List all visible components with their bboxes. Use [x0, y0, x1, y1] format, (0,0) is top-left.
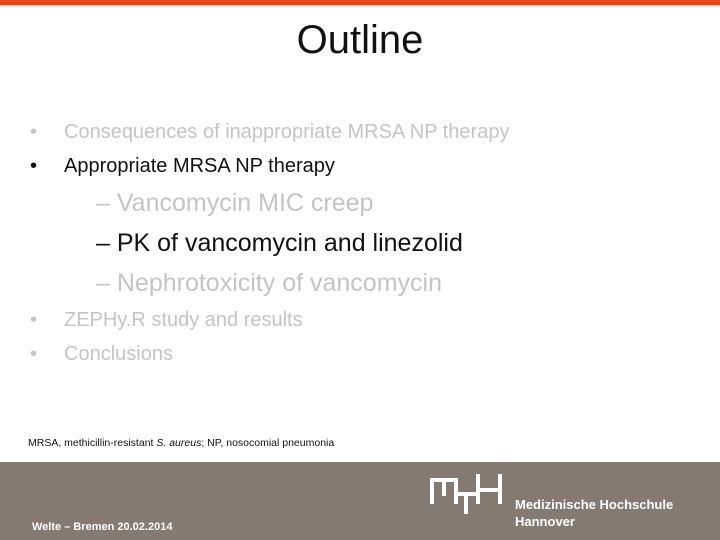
accent-bar [0, 0, 720, 5]
bullet-text: Consequences of inappropriate MRSA NP therapy [64, 121, 510, 143]
footnote-italic: S. aureus [156, 437, 202, 449]
mhh-logo-icon [430, 474, 506, 514]
footer-bar [0, 462, 720, 540]
bullet-item [30, 306, 700, 340]
subbullet-text: Vancomycin MIC creep [116, 189, 374, 217]
bullet-item [30, 118, 700, 152]
subbullet-glyph: – [96, 229, 110, 257]
org-name-line2: Hannover [515, 514, 575, 529]
bullet-glyph: • [30, 309, 38, 331]
footnote [28, 437, 334, 449]
subbullet-glyph: – [96, 189, 110, 217]
org-name [515, 496, 673, 530]
subbullet-glyph: – [96, 269, 110, 297]
bullet-glyph: • [30, 121, 38, 143]
bullet-text: Conclusions [64, 343, 173, 365]
subbullet-item [30, 186, 700, 226]
subbullet-text: PK of vancomycin and linezolid [116, 229, 463, 257]
outline-list [30, 118, 700, 374]
bullet-text: ZEPHy.R study and results [64, 309, 303, 331]
subbullet-item [30, 266, 700, 306]
org-name-line1: Medizinische Hochschule [515, 497, 674, 512]
bullet-glyph: • [30, 343, 38, 365]
footnote-suffix: ; NP, nosocomial pneumonia [201, 437, 335, 449]
bullet-item [30, 152, 700, 186]
footnote-prefix: MRSA, methicillin-resistant [28, 437, 157, 449]
subbullet-item [30, 226, 700, 266]
bullet-text: Appropriate MRSA NP therapy [64, 155, 335, 177]
bullet-glyph: • [30, 155, 38, 177]
subbullet-text: Nephrotoxicity of vancomycin [116, 269, 442, 297]
slide-title: Outline [296, 18, 424, 62]
bullet-item [30, 340, 700, 374]
presenter-date: Welte – Bremen 20.02.2014 [32, 521, 173, 533]
